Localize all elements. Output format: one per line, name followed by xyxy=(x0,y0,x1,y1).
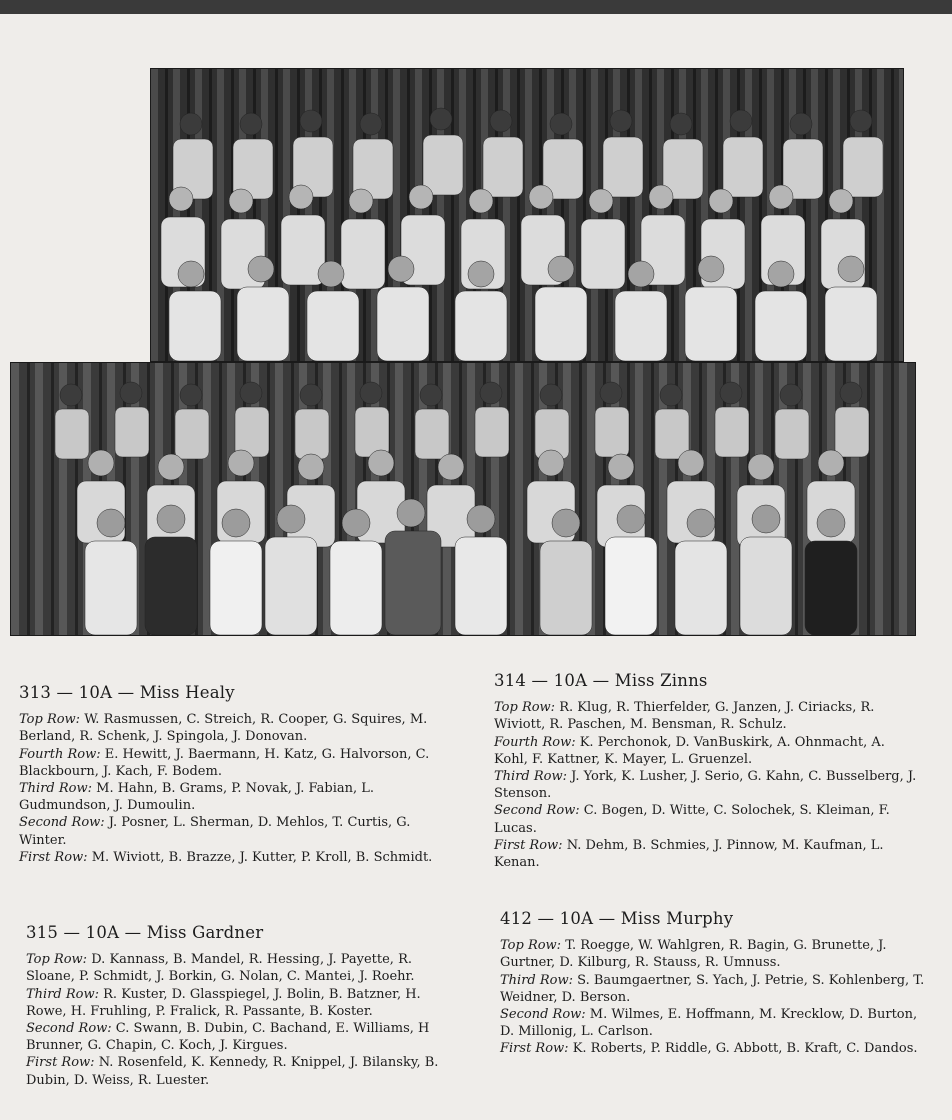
row-text: J. Posner, L. Sherman, D. Mehlos, T. Curtis, G. Winter. xyxy=(19,815,411,848)
row-label: First Row: xyxy=(19,849,88,865)
row-names xyxy=(494,768,919,802)
row-names xyxy=(19,814,444,848)
row-names xyxy=(19,780,444,814)
row-label: First Row: xyxy=(500,1041,569,1057)
caption-room-314 xyxy=(494,672,919,871)
row-label: Fourth Row: xyxy=(494,734,576,750)
row-label: Top Row: xyxy=(26,952,88,968)
caption-room-315 xyxy=(26,924,446,1089)
row-label: Second Row: xyxy=(19,815,105,831)
row-text: K. Perchonok, D. VanBuskirk, A. Ohnmacht, A. Kohl, F. Kattner, K. Mayer, L. Gruenzel. xyxy=(494,734,885,767)
row-text: M. Wiviott, B. Brazze, J. Kutter, P. Kroll, B. Schmidt. xyxy=(91,849,433,865)
row-label: Top Row: xyxy=(19,712,81,728)
section-heading: 314 — 10A — Miss Zinns xyxy=(494,671,708,690)
row-names xyxy=(26,951,446,985)
row-text: R. Klug, R. Thierfelder, G. Janzen, J. Ciriacks, R. Wiviott, R. Paschen, M. Bensman, R. Schulz. xyxy=(494,700,875,733)
row-text: W. Rasmussen, C. Streich, R. Cooper, G. Squires, M. Berland, R. Schenk, J. Spingola, J. Donovan. xyxy=(19,712,428,745)
row-text: M. Wilmes, E. Hoffmann, M. Krecklow, D. Burton, D. Millonig, L. Carlson. xyxy=(500,1007,918,1040)
row-label: Third Row: xyxy=(19,781,92,797)
row-text: K. Roberts, P. Riddle, G. Abbott, B. Kraft, C. Dandos. xyxy=(572,1041,918,1057)
row-text: S. Baumgaertner, S. Yach, J. Petrie, S. Kohlenberg, T. Weidner, D. Berson. xyxy=(500,972,925,1005)
caption-room-313 xyxy=(19,684,444,866)
row-text: D. Kannass, B. Mandel, R. Hessing, J. Payette, R. Sloane, P. Schmidt, J. Borkin, G. Nolan, C. Mantei, J. Roehr. xyxy=(26,952,415,985)
row-label: Second Row: xyxy=(500,1007,586,1023)
row-names xyxy=(494,802,919,836)
row-names xyxy=(494,734,919,768)
row-names xyxy=(500,1040,925,1057)
row-label: Top Row: xyxy=(500,938,562,954)
row-text: T. Roegge, W. Wahlgren, R. Bagin, G. Brunette, J. Gurtner, D. Kilburg, R. Stauss, R. Umnuss. xyxy=(500,938,887,971)
section-heading: 315 — 10A — Miss Gardner xyxy=(26,923,264,942)
row-names xyxy=(19,746,444,780)
class-photo-top xyxy=(150,68,904,362)
row-names xyxy=(500,972,925,1006)
row-label: Third Row: xyxy=(494,769,567,785)
row-names xyxy=(26,1020,446,1054)
class-photo-bottom xyxy=(10,362,916,636)
row-label: Top Row: xyxy=(494,700,556,716)
row-label: Second Row: xyxy=(26,1021,112,1037)
row-label: First Row: xyxy=(494,837,563,853)
section-heading: 313 — 10A — Miss Healy xyxy=(19,683,235,702)
row-names xyxy=(494,837,919,871)
row-text: J. York, K. Lusher, J. Serio, G. Kahn, C. Busselberg, J. Stenson. xyxy=(494,769,917,802)
row-text: E. Hewitt, J. Baermann, H. Katz, G. Halvorson, C. Blackbourn, J. Kach, F. Bodem. xyxy=(19,746,430,779)
row-names xyxy=(19,711,444,745)
row-names xyxy=(19,849,444,866)
row-names xyxy=(500,1006,925,1040)
row-text: M. Hahn, B. Grams, P. Novak, J. Fabian, L. Gudmundson, J. Dumoulin. xyxy=(19,781,375,814)
row-text: N. Dehm, B. Schmies, J. Pinnow, M. Kaufman, L. Kenan. xyxy=(494,837,884,871)
caption-room-412 xyxy=(500,910,925,1058)
row-names xyxy=(494,699,919,733)
row-text: R. Kuster, D. Glasspiegel, J. Bolin, B. Batzner, H. Rowe, H. Fruhling, P. Fralick, R. Passante, B. Koster. xyxy=(26,986,421,1019)
section-heading: 412 — 10A — Miss Murphy xyxy=(500,909,734,928)
row-text: C. Swann, B. Dubin, C. Bachand, E. Williams, H Brunner, G. Chapin, C. Koch, J. Kirgues. xyxy=(26,1021,430,1054)
row-label: Third Row: xyxy=(500,972,573,988)
row-label: First Row: xyxy=(26,1055,95,1071)
row-names xyxy=(500,937,925,971)
row-text: N. Rosenfeld, K. Kennedy, R. Knippel, J. Bilansky, B. Dubin, D. Weiss, R. Luester. xyxy=(26,1055,439,1088)
row-names xyxy=(26,986,446,1020)
row-label: Third Row: xyxy=(26,986,99,1002)
row-text: C. Bogen, D. Witte, C. Solochek, S. Kleiman, F. Lucas. xyxy=(494,803,890,836)
row-label: Fourth Row: xyxy=(19,746,101,762)
row-names xyxy=(26,1054,446,1088)
row-label: Second Row: xyxy=(494,803,580,819)
